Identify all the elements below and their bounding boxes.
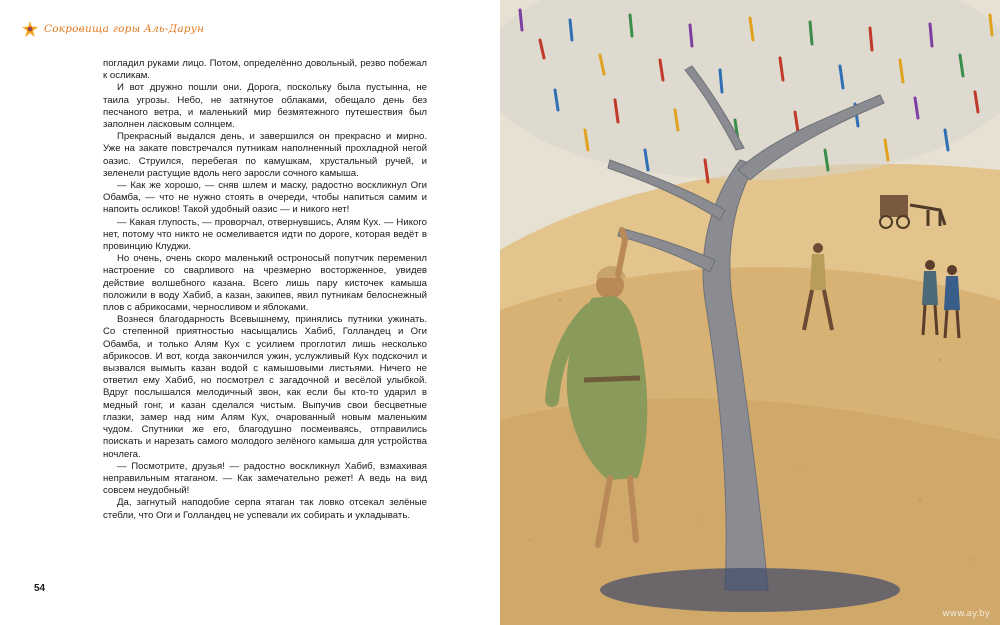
paragraph: И вот дружно пошли они. Дорога, поскольку была пустынна, не таила угрозы. Небо, не затянутое облаками, обещало день без песчаного ветра, и маленький мир безмятежного путешествия был заполнен ласковым солнцем. — [103, 82, 427, 131]
paragraph: — Как же хорошо, — сняв шлем и маску, радостно воскликнул Оги Обамба, — что не нужно стоять в очереди, чтобы напиться самим и напоить осликов! Такой удобный оазис — и никого нет! — [103, 180, 427, 216]
paragraph: Да, загнутый наподобие серпа ятаган так ловко отсекал зелёные стебли, что Оги и Голландец не успевали их собирать и укладывать. — [103, 497, 427, 521]
paragraph: погладил руками лицо. Потом, определённо довольный, резво побежал к осликам. — [103, 58, 427, 82]
paragraph: — Посмотрите, друзья! — радостно воскликнул Хабиб, взмахивая неправильным ятаганом. — Как замечательно режет! А ведь на вид совсем неудобный! — [103, 460, 427, 497]
page-number: 54 — [34, 583, 46, 594]
paragraph: Вознеся благодарность Всевышнему, принялись путники ужинать. Со степенной приятностью насыщались Хабиб, Голландец и Оги Обамба, и только Алям Кух с усилием проглотил лишь несколько абрикосов. И вот, когда закончился ужин, услужливый Кух подскочил и вызвался вымыть казан водой с камышовыми листьями. Ничего не ответил ему Хабиб, но посмотрел с загадочной и весёлой улыбкой. Вдруг послышался мелодичный звон, как если бы кто-то ударил в медный гонг, и казан сделался чистым. Выпучив свои бесцветные глазки, замер над ним Алям Кух, очарованный новым маленьким чудом. Спутники же его, благодушно посмеиваясь, отправились поискать и нарезать самого молодого зелёного камыша для устройства ночлега. — [103, 314, 427, 460]
tree-shadow — [600, 568, 900, 612]
illustration-page — [500, 0, 1000, 625]
running-header — [22, 20, 204, 38]
story-text — [103, 58, 427, 522]
desert-tree-illustration — [500, 0, 1000, 625]
watermark: www.ay.by — [942, 609, 990, 619]
paragraph: Но очень, очень скоро маленький остроносый попутчик переменил настроение со сварливого на чрезмерно восторженное, увидев действие волшебного казана. Всего лишь пару кисточек камыша положили в воду Хабиб, а казан, закипев, явил путникам белоснежный плов с абрикосами, черносливом и яблоками. — [103, 253, 427, 314]
book-title: Сокровища горы Аль-Дарун — [44, 23, 205, 35]
paragraph: — Какая глупость, — проворчал, отвернувшись, Алям Кух. — Никого нет, потому что никто не осмеливается идти по дороге, которая ведёт в провинцию Клуджи. — [103, 216, 427, 253]
paragraph: Прекрасный выдался день, и завершился он прекрасно и мирно. Уже на закате повстречался путникам наполненный прохладной негой оазис. Струился, перебегая по камушкам, хрустальный ручей, и зеленели растущие вдоль него заросли сочного камыша. — [103, 131, 427, 179]
star-emblem-icon — [22, 21, 38, 37]
